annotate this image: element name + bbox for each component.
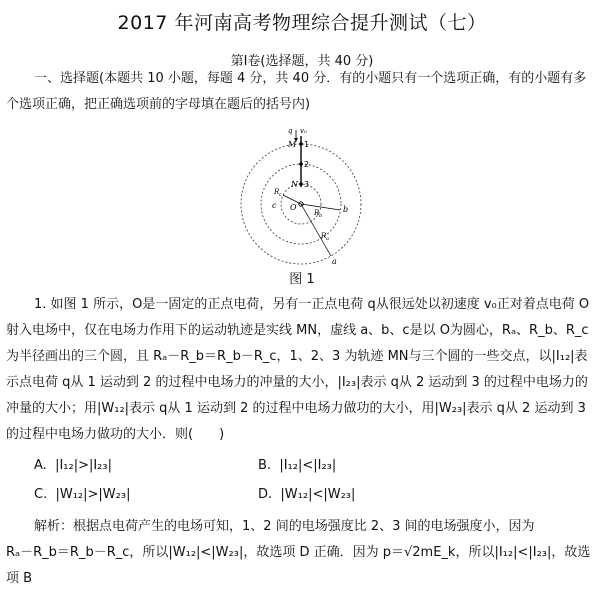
option-c[interactable] — [34, 487, 130, 502]
label-n: N — [291, 180, 298, 189]
option-text: |I₁₂|>|I₂₃| — [55, 458, 112, 473]
option-text: |W₁₂|<|W₂₃| — [280, 487, 356, 502]
page-title: 2017 年河南高考物理综合提升测试（七） — [117, 12, 487, 34]
label-rb: R — [314, 209, 320, 217]
option-d[interactable] — [258, 487, 355, 502]
figure-concentric-circles — [226, 122, 376, 267]
label-m: M — [288, 140, 297, 149]
analysis-line2-block — [6, 540, 598, 592]
question-text — [6, 292, 598, 448]
analysis — [6, 514, 598, 540]
point-1 — [299, 142, 303, 146]
option-letter: C. — [34, 487, 48, 502]
label-v0: v₀ — [300, 127, 307, 135]
option-text: |I₁₂|<|I₂₃| — [279, 458, 337, 473]
svg-text:a: a — [326, 236, 329, 242]
option-letter: A. — [34, 458, 47, 473]
option-a[interactable] — [34, 458, 112, 473]
analysis-label: 解析： — [34, 519, 74, 534]
label-a: a — [332, 257, 337, 266]
analysis-line1: 根据点电荷产生的电场可知，1、2 间的电场强度比 2、3 间的电场强度小，因为 — [73, 519, 535, 534]
label-3: 3 — [304, 180, 310, 189]
label-ra: R — [321, 232, 327, 240]
option-letter: D. — [258, 487, 273, 502]
question-number: 1. — [34, 297, 47, 312]
svg-text:b: b — [319, 213, 323, 219]
analysis-line2: Rₐ－R_b＝R_b－R_c，所以|W₁₂|<|W₂₃|，故选项 D 正确．因为 p＝√2mE_k，所以|I₁₂|<|I₂₃|，故选项 B — [6, 545, 591, 586]
option-text: |W₁₂|>|W₂₃| — [55, 487, 131, 502]
figure-caption: 图 1 — [289, 272, 315, 287]
point-2 — [299, 162, 303, 166]
section-header: 一、选择题(本题共 10 小题，每题 4 分，共 40 分．有的小题只有一个选项正确，有的小题有多个选项正确，把正确选项前的字母填在题后的括号内) — [6, 71, 587, 112]
question-body: 如图 1 所示，O是一固定的正点电荷，另有一正点电荷 q从很远处以初速度 v₀正对着点电荷 O射入电场中，仅在电场力作用下的运动轨迹是实线 MN，虚线 a、b、c是以 O为圆心，Rₐ、R_b、R_c为半径画出的三个圆，且 Rₐ－R_b＝R_b－R_c，1、2、3 为轨迹 MN与三个圆的一些交点，以|I₁₂|表示点电荷 q从 1 运动到 2 的过程中电场力的冲量的大小，|I₂₃|表示 q从 2 运动到 3 的过程中电场力的冲量的大小；用|W₁₂|表示 q从 1 运动到 2 的过程中电场力做功的大小，用|W₂₃|表示 q从 2 运动到 3 的过程中电场力做功的大小．则( ) — [6, 297, 590, 442]
option-b[interactable] — [258, 458, 336, 473]
section-subtitle: 第Ⅰ卷(选择题，共 40 分) — [230, 54, 374, 69]
label-b: b — [343, 205, 349, 214]
label-1: 1 — [304, 140, 310, 149]
point-3 — [299, 182, 303, 186]
label-c: c — [272, 201, 277, 210]
label-q: q — [288, 127, 293, 135]
label-2: 2 — [304, 160, 310, 169]
label-o: O — [290, 203, 297, 212]
option-letter: B. — [258, 458, 272, 473]
label-rc: R — [274, 188, 280, 196]
svg-text:c: c — [279, 192, 282, 198]
